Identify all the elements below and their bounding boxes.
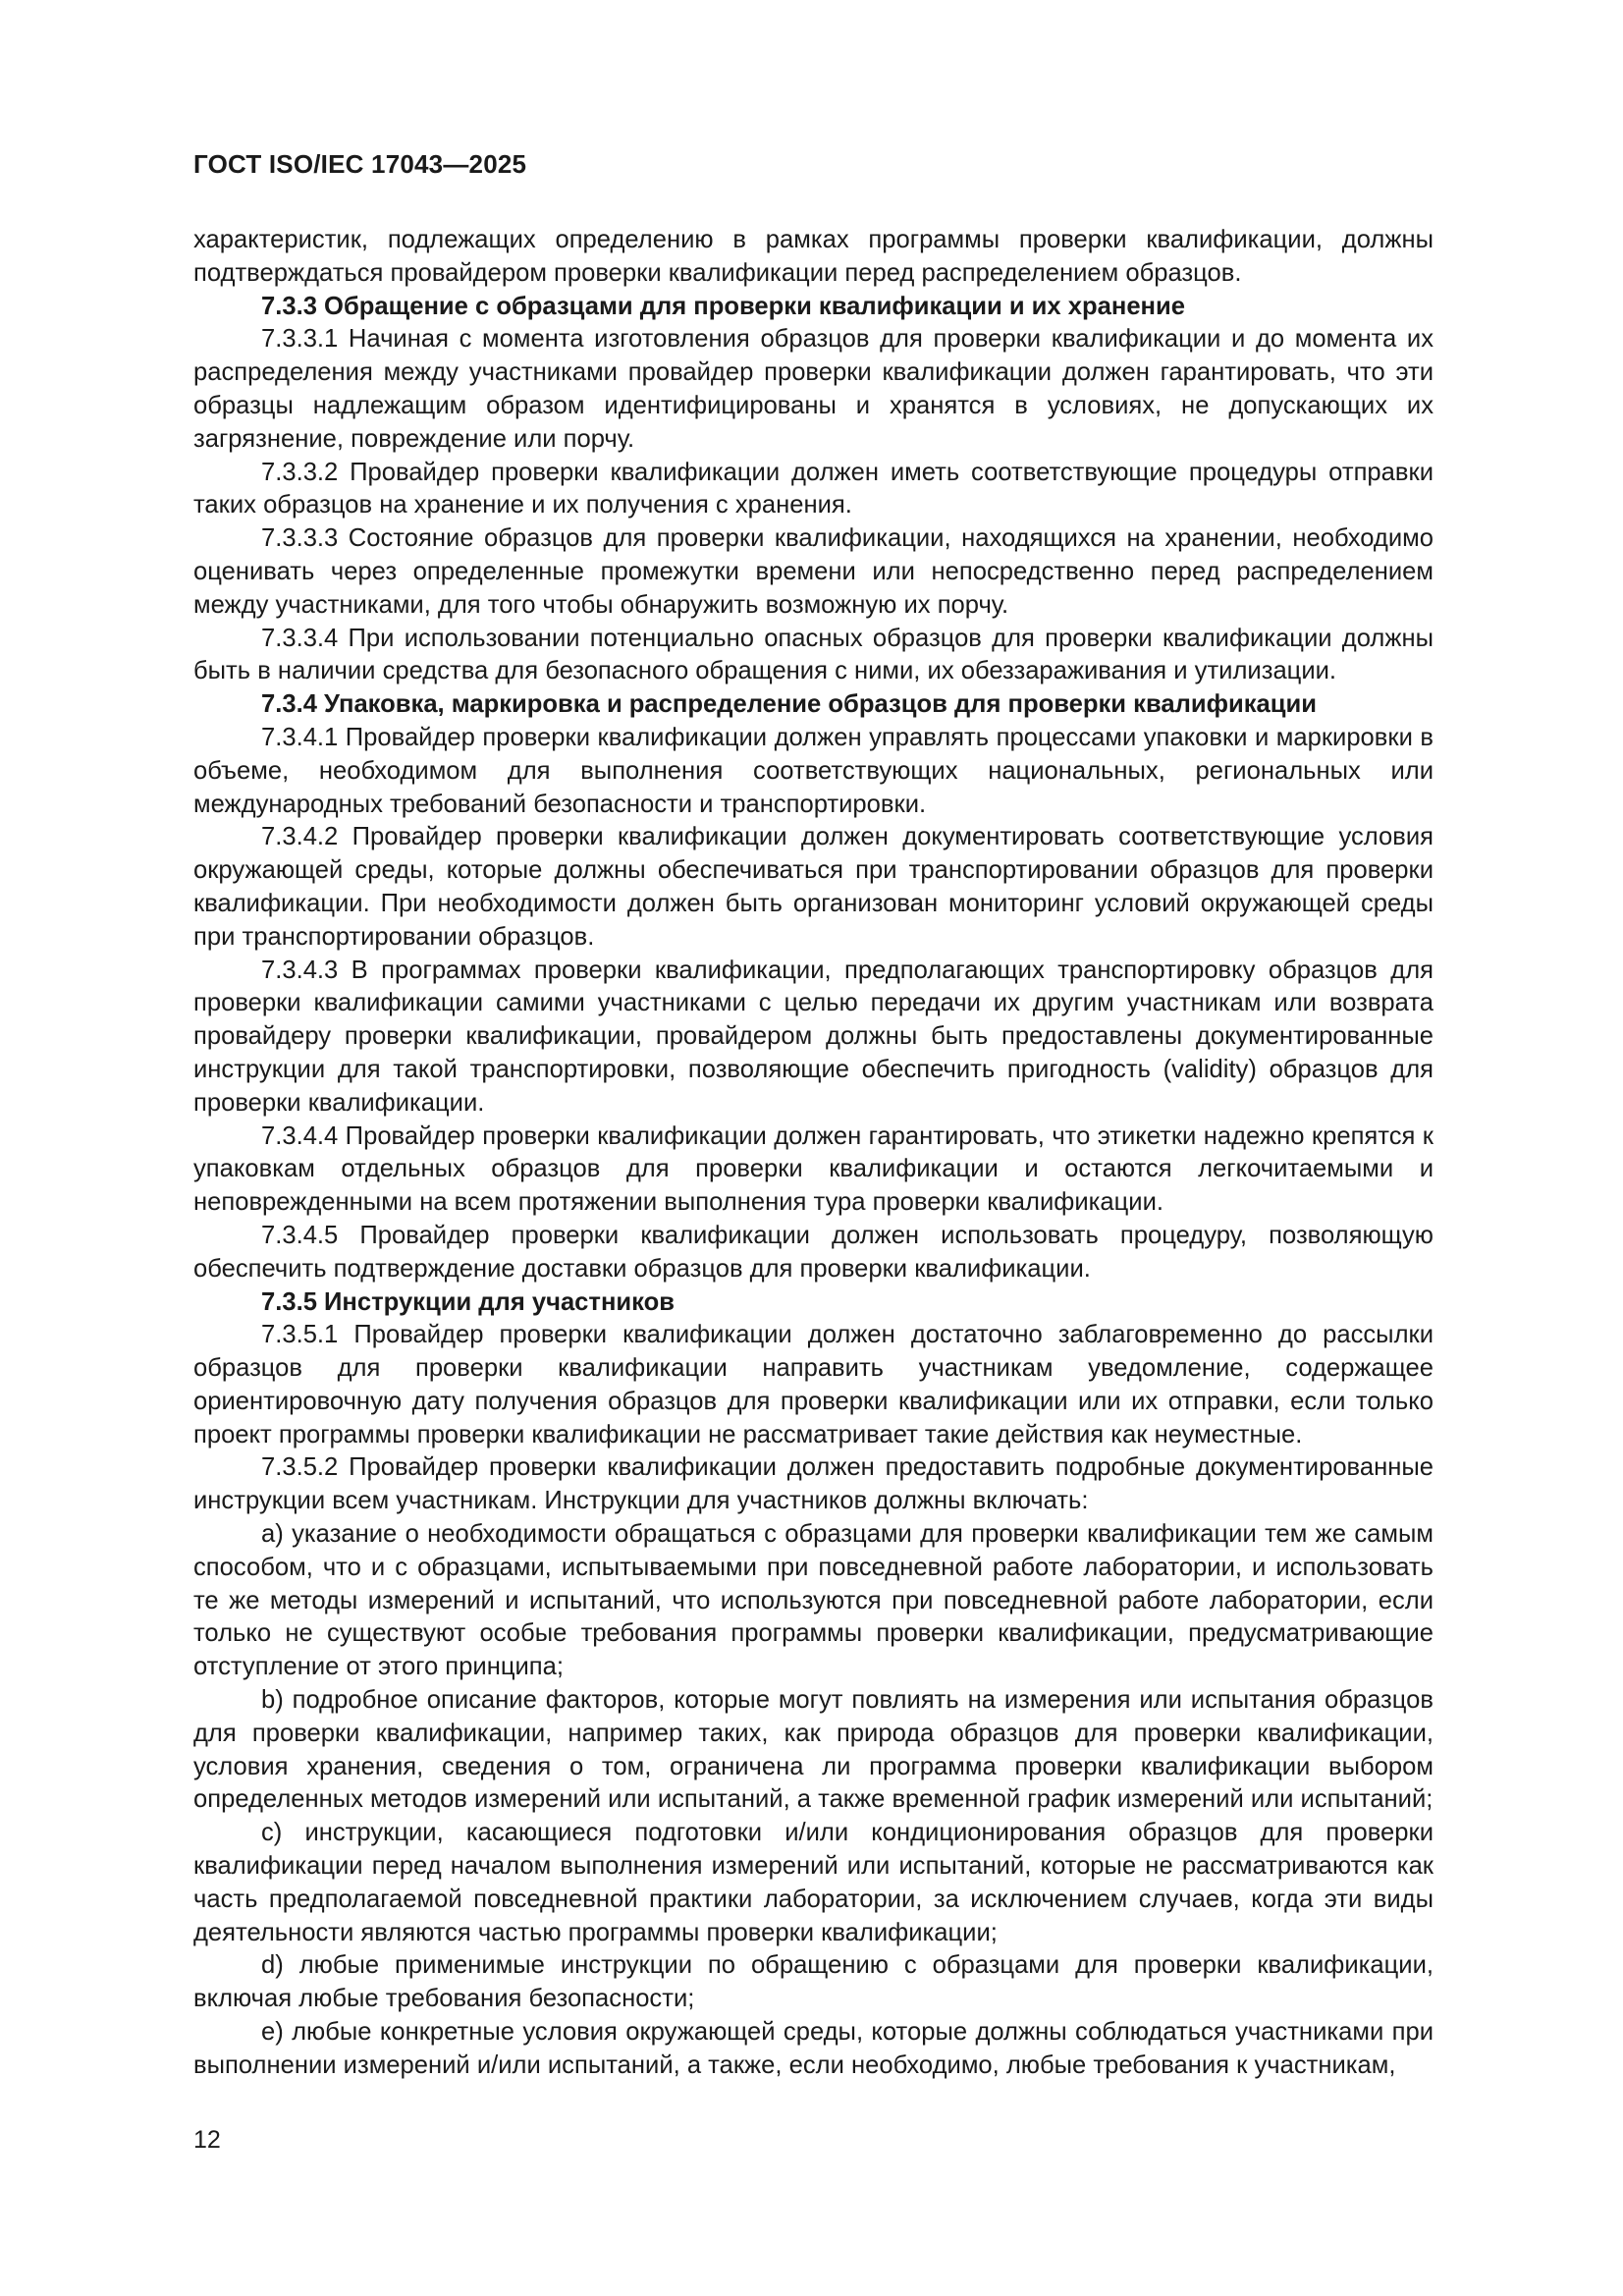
body-paragraph: 7.3.5.2 Провайдер проверки квалификации должен предоставить подробные документированные инструкции всем участникам. Инструкции для участников должны включать: [193,1453,1434,1515]
body-paragraph: 7.3.4.2 Провайдер проверки квалификации должен документировать соответствующие условия окружающей среды, которые должны обеспечиваться при транспортировании образцов для проверки квалификации. При необходимости должен быть организован мониторинг условий окружающей среды при транспортировании образцов. [193,823,1434,951]
section-heading: 7.3.3 Обращение с образцами для проверки квалификации и их хранение [261,292,1185,320]
section-heading: 7.3.4 Упаковка, маркировка и распределение образцов для проверки квалификации [261,690,1317,719]
body-paragraph: 7.3.3.4 При использовании потенциально опасных образцов для проверки квалификации должны быть в наличии средства для безопасного обращения с ними, их обеззараживания и утилизации. [193,624,1434,685]
page-number: 12 [193,2126,221,2154]
list-item: d) любые применимые инструкции по обращению с образцами для проверки квалификации, включая любые требования безопасности; [193,1951,1434,2013]
body-paragraph: 7.3.4.5 Провайдер проверки квалификации должен использовать процедуру, позволяющую обеспечить подтверждение доставки образцов для проверки квалификации. [193,1221,1434,1283]
body-paragraph: 7.3.5.1 Провайдер проверки квалификации должен достаточно заблаговременно до рассылки образцов для проверки квалификации направить участникам уведомление, содержащее ориентировочную дату получения образцов для проверки квалификации или их отправки, если только проект программы проверки квалификации не рассматривает такие действия как неуместные. [193,1321,1434,1449]
document-body [193,224,1434,2083]
body-paragraph: 7.3.4.1 Провайдер проверки квалификации должен управлять процессами упаковки и маркировки в объеме, необходимом для выполнения соответствующих национальных, региональных или международных требований безопасности и транспортировки. [193,723,1434,818]
body-paragraph: 7.3.4.4 Провайдер проверки квалификации должен гарантировать, что этикетки надежно крепятся к упаковкам отдельных образцов для проверки квалификации и остаются легкочитаемыми и неповрежденными на всем протяжении выполнения тура проверки квалификации. [193,1121,1434,1217]
body-paragraph: 7.3.3.2 Провайдер проверки квалификации должен иметь соответствующие процедуры отправки таких образцов на хранение и их получения с хранения. [193,458,1434,519]
list-item: b) подробное описание факторов, которые могут повлиять на измерения или испытания образцов для проверки квалификации, например таких, как природа образцов для проверки квалификации, условия хранения, сведения о том, ограничена ли программа проверки квалификации выбором определенных методов измерений или испытаний, а также временной график измерений или испытаний; [193,1686,1434,1814]
body-paragraph: 7.3.4.3 В программах проверки квалификации, предполагающих транспортировку образцов для проверки квалификации самими участниками с целью передачи их другим участникам или возврата провайдеру проверки квалификации, провайдером должны быть предоставлены документированные инструкции для такой транспортировки, позволяющие обеспечить пригодность (validity) образцов для проверки квалификации. [193,956,1434,1117]
document-header: ГОСТ ISO/IEC 17043—2025 [193,149,527,179]
list-item: a) указание о необходимости обращаться с образцами для проверки квалификации тем же самым способом, что и с образцами, испытываемыми при повседневной работе лаборатории, и использовать те же методы измерений и испытаний, что используются при повседневной работе лаборатории, если только не существуют особые требования программы проверки квалификации, предусматривающие отступление от этого принципа; [193,1520,1434,1681]
body-paragraph: 7.3.3.3 Состояние образцов для проверки квалификации, находящихся на хранении, необходимо оценивать через определенные промежутки времени или непосредственно перед распределением между участниками, для того чтобы обнаружить возможную их порчу. [193,524,1434,619]
body-paragraph: 7.3.3.1 Начиная с момента изготовления образцов для проверки квалификации и до момента их распределения между участниками провайдер проверки квалификации должен гарантировать, что эти образцы надлежащим образом идентифицированы и хранятся в условиях, не допускающих их загрязнение, повреждение или порчу. [193,325,1434,453]
list-item: e) любые конкретные условия окружающей среды, которые должны соблюдаться участниками при выполнении измерений и/или испытаний, а также, если необходимо, любые требования к участникам, [193,2018,1434,2079]
section-heading: 7.3.5 Инструкции для участников [261,1287,675,1316]
list-item: c) инструкции, касающиеся подготовки и/или кондиционирования образцов для проверки квалификации перед началом выполнения измерений или испытаний, которые не рассматриваются как часть предполагаемой повседневной практики лаборатории, за исключением случаев, когда эти виды деятельности являются частью программы проверки квалификации; [193,1819,1434,1946]
body-paragraph: характеристик, подлежащих определению в рамках программы проверки квалификации, должны подтверждаться провайдером проверки квалификации перед распределением образцов. [193,226,1434,287]
